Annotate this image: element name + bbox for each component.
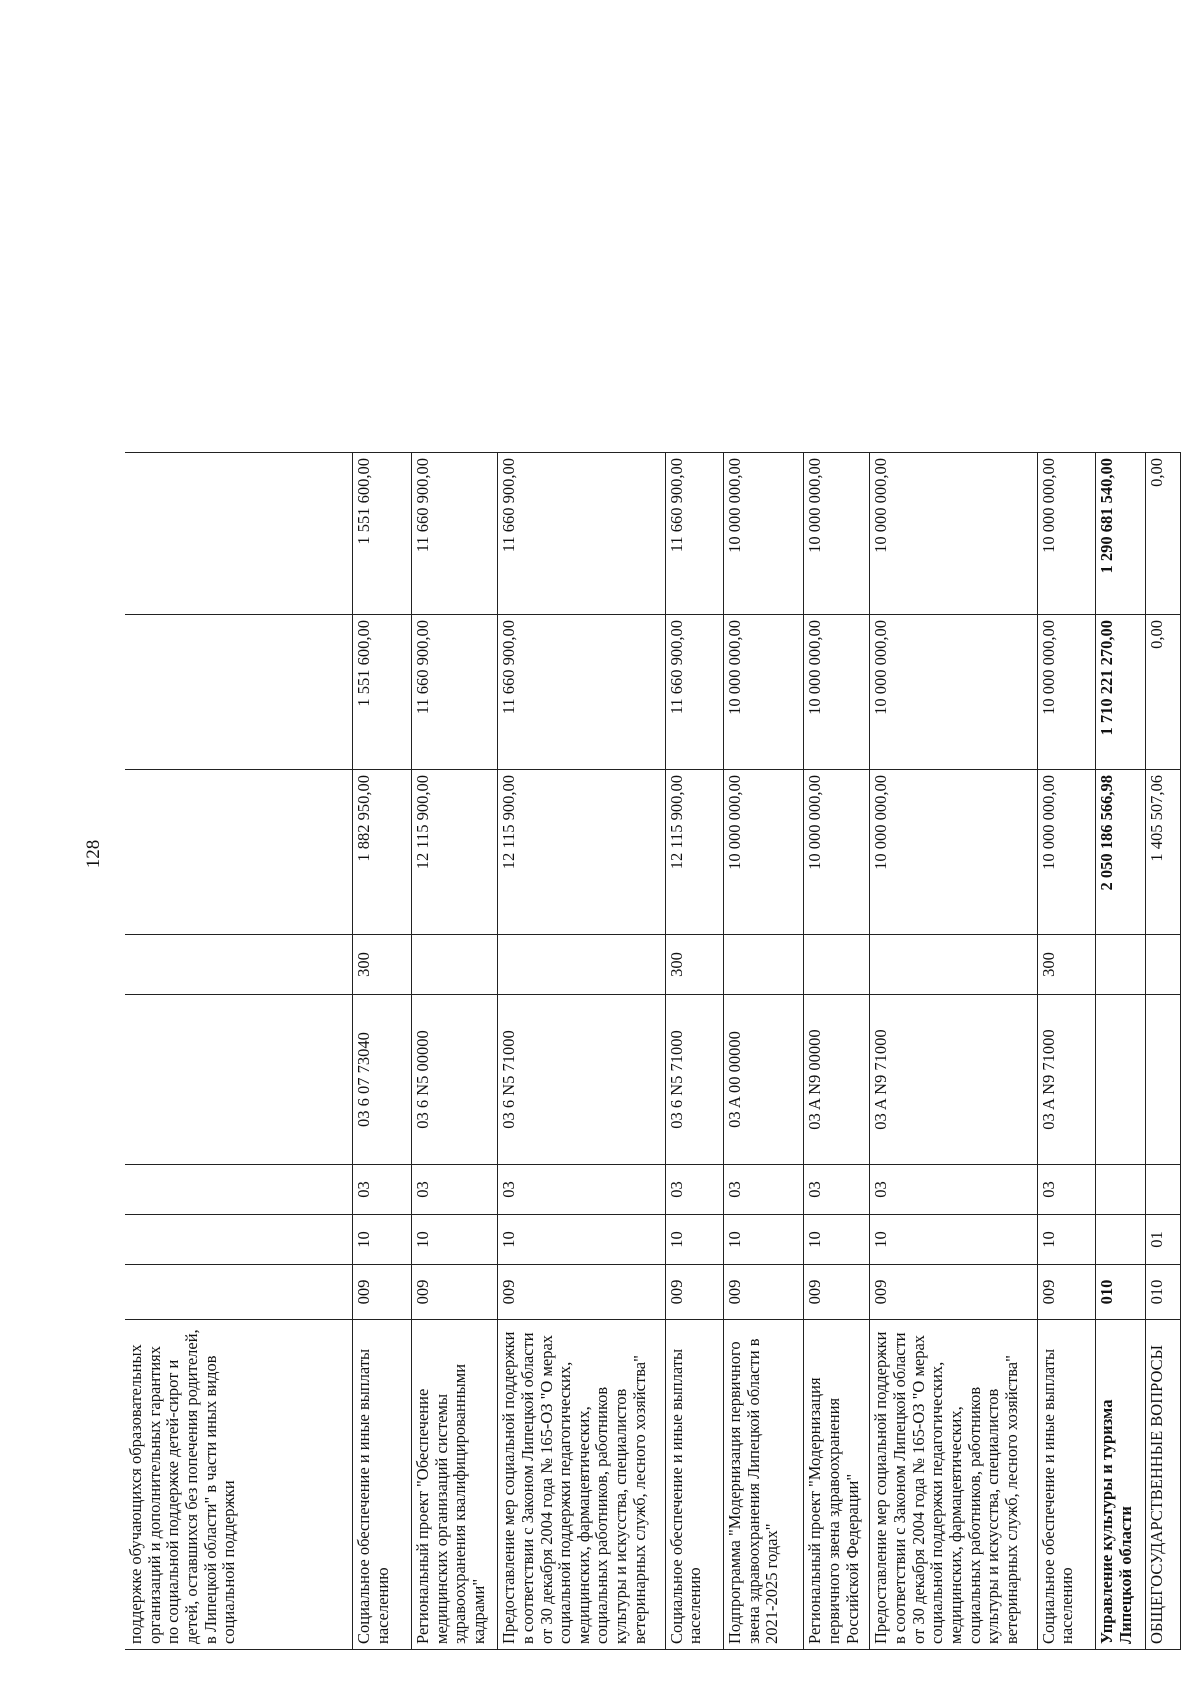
amount-year-1-cell: 12 115 900,00 xyxy=(411,770,497,935)
expense-type-cell xyxy=(1146,935,1181,995)
admin-code-cell: 009 xyxy=(724,1265,804,1320)
amount-year-1-cell: 10 000 000,00 xyxy=(724,770,804,935)
row-name-cell: Социальное обеспечение и иные выплаты населению xyxy=(1037,1320,1096,1650)
admin-code-cell: 009 xyxy=(498,1265,665,1320)
amount-year-2-cell: 1 551 600,00 xyxy=(353,615,412,770)
amount-year-2-cell: 10 000 000,00 xyxy=(804,615,870,770)
row-name-cell: ОБЩЕГОСУДАРСТВЕННЫЕ ВОПРОСЫ xyxy=(1146,1320,1181,1650)
amount-year-2-cell: 11 660 900,00 xyxy=(665,615,724,770)
expense-type-cell: 300 xyxy=(1037,935,1096,995)
section-code-cell: 10 xyxy=(724,1215,804,1265)
target-article-cell xyxy=(1096,995,1146,1165)
amount-year-1-cell: 1 405 507,06 xyxy=(1146,770,1181,935)
section-code-cell: 10 xyxy=(1037,1215,1096,1265)
table-row xyxy=(870,453,1037,1650)
amount-year-3-cell: 10 000 000,00 xyxy=(1037,453,1096,615)
admin-code-cell: 009 xyxy=(665,1265,724,1320)
subsection-code-cell xyxy=(125,1165,353,1215)
amount-year-2-cell: 10 000 000,00 xyxy=(1037,615,1096,770)
row-name-cell: Региональный проект "Модернизация первичного звена здравоохранения Российской Федерации" xyxy=(804,1320,870,1650)
amount-year-2-cell xyxy=(125,615,353,770)
admin-code-cell: 009 xyxy=(353,1265,412,1320)
admin-code-cell: 010 xyxy=(1146,1265,1181,1320)
table-row xyxy=(125,453,353,1650)
admin-code-cell: 009 xyxy=(411,1265,497,1320)
table-row xyxy=(724,453,804,1650)
subsection-code-cell: 03 xyxy=(411,1165,497,1215)
subsection-code-cell: 03 xyxy=(498,1165,665,1215)
amount-year-2-cell: 11 660 900,00 xyxy=(498,615,665,770)
amount-year-1-cell: 12 115 900,00 xyxy=(498,770,665,935)
amount-year-2-cell: 0,00 xyxy=(1146,615,1181,770)
table-row xyxy=(1146,453,1181,1650)
amount-year-1-cell: 10 000 000,00 xyxy=(804,770,870,935)
amount-year-3-cell: 10 000 000,00 xyxy=(870,453,1037,615)
admin-code-cell: 010 xyxy=(1096,1265,1146,1320)
row-name-cell: Предоставление мер социальной поддержки в соответствии с Законом Липецкой области от 30 декабря 2004 года № 165-ОЗ "О мерах социальной поддержки педагогических, медицинских, фармацевтических, социальных работников, работников культуры и искусства, специалистов ветеринарных служб, лесного хозяйства" xyxy=(498,1320,665,1650)
expense-type-cell: 300 xyxy=(353,935,412,995)
row-name-cell: Подпрограмма "Модернизация первичного звена здравоохранения Липецкой области в 2021-2025 годах" xyxy=(724,1320,804,1650)
subsection-code-cell: 03 xyxy=(724,1165,804,1215)
subsection-code-cell: 03 xyxy=(870,1165,1037,1215)
target-article-cell: 03 6 07 73040 xyxy=(353,995,412,1165)
row-name-cell: Предоставление мер социальной поддержки в соответствии с Законом Липецкой области от 30 декабря 2004 года № 165-ОЗ "О мерах социальной поддержки педагогических, медицинских, фармацевтических, социальных работников, работников культуры и искусства, специалистов ветеринарных служб, лесного хозяйства" xyxy=(870,1320,1037,1650)
target-article-cell xyxy=(125,995,353,1165)
amount-year-3-cell: 10 000 000,00 xyxy=(724,453,804,615)
table-row xyxy=(411,453,497,1650)
amount-year-3-cell: 11 660 900,00 xyxy=(498,453,665,615)
amount-year-2-cell: 10 000 000,00 xyxy=(724,615,804,770)
section-code-cell: 10 xyxy=(411,1215,497,1265)
section-code-cell: 10 xyxy=(353,1215,412,1265)
expense-type-cell xyxy=(125,935,353,995)
admin-code-cell: 009 xyxy=(870,1265,1037,1320)
row-name-cell: поддержке обучающихся образовательных организаций и дополнительных гарантиях по социальной поддержке детей-сирот и детей, оставшихся без попечения родителей, в Липецкой области" в части иных видов социальной поддержки xyxy=(125,1320,353,1650)
expense-type-cell xyxy=(1096,935,1146,995)
section-code-cell: 10 xyxy=(804,1215,870,1265)
target-article-cell: 03 6 N5 00000 xyxy=(411,995,497,1165)
admin-code-cell: 009 xyxy=(1037,1265,1096,1320)
amount-year-2-cell: 11 660 900,00 xyxy=(411,615,497,770)
amount-year-3-cell: 0,00 xyxy=(1146,453,1181,615)
target-article-cell: 03 A N9 71000 xyxy=(1037,995,1096,1165)
table-row xyxy=(498,453,665,1650)
amount-year-1-cell: 2 050 186 566,98 xyxy=(1096,770,1146,935)
admin-code-cell: 009 xyxy=(804,1265,870,1320)
target-article-cell: 03 A N9 71000 xyxy=(870,995,1037,1165)
expense-type-cell xyxy=(411,935,497,995)
admin-code-cell xyxy=(125,1265,353,1320)
amount-year-2-cell: 10 000 000,00 xyxy=(870,615,1037,770)
expense-type-cell: 300 xyxy=(665,935,724,995)
section-code-cell: 10 xyxy=(870,1215,1037,1265)
subsection-code-cell: 03 xyxy=(353,1165,412,1215)
target-article-cell: 03 6 N5 71000 xyxy=(665,995,724,1165)
subsection-code-cell: 03 xyxy=(1037,1165,1096,1215)
amount-year-3-cell: 10 000 000,00 xyxy=(804,453,870,615)
section-code-cell: 10 xyxy=(498,1215,665,1265)
row-name-cell: Управление культуры и туризма Липецкой области xyxy=(1096,1320,1146,1650)
amount-year-3-cell: 11 660 900,00 xyxy=(665,453,724,615)
section-code-cell: 01 xyxy=(1146,1215,1181,1265)
table-row xyxy=(804,453,870,1650)
table-row xyxy=(1096,453,1146,1650)
amount-year-3-cell xyxy=(125,453,353,615)
subsection-code-cell xyxy=(1096,1165,1146,1215)
amount-year-3-cell: 1 290 681 540,00 xyxy=(1096,453,1146,615)
row-name-cell: Социальное обеспечение и иные выплаты населению xyxy=(353,1320,412,1650)
target-article-cell: 03 A 00 00000 xyxy=(724,995,804,1165)
subsection-code-cell: 03 xyxy=(665,1165,724,1215)
amount-year-2-cell: 1 710 221 270,00 xyxy=(1096,615,1146,770)
subsection-code-cell: 03 xyxy=(804,1165,870,1215)
budget-table xyxy=(125,452,1181,1650)
table-body xyxy=(125,453,1181,1650)
table-row xyxy=(353,453,412,1650)
row-name-cell: Региональный проект "Обеспечение медицинских организаций системы здравоохранения квалифицированными кадрами" xyxy=(411,1320,497,1650)
target-article-cell: 03 A N9 00000 xyxy=(804,995,870,1165)
section-code-cell xyxy=(1096,1215,1146,1265)
amount-year-1-cell: 1 882 950,00 xyxy=(353,770,412,935)
expense-type-cell xyxy=(724,935,804,995)
rotated-sheet xyxy=(125,453,1181,1650)
amount-year-1-cell: 10 000 000,00 xyxy=(1037,770,1096,935)
amount-year-1-cell: 10 000 000,00 xyxy=(870,770,1037,935)
section-code-cell xyxy=(125,1215,353,1265)
table-row xyxy=(1037,453,1096,1650)
amount-year-3-cell: 1 551 600,00 xyxy=(353,453,412,615)
target-article-cell xyxy=(1146,995,1181,1165)
page-number: 128 xyxy=(83,839,104,869)
amount-year-1-cell: 12 115 900,00 xyxy=(665,770,724,935)
expense-type-cell xyxy=(804,935,870,995)
row-name-cell: Социальное обеспечение и иные выплаты населению xyxy=(665,1320,724,1650)
amount-year-3-cell: 11 660 900,00 xyxy=(411,453,497,615)
section-code-cell: 10 xyxy=(665,1215,724,1265)
amount-year-1-cell xyxy=(125,770,353,935)
target-article-cell: 03 6 N5 71000 xyxy=(498,995,665,1165)
expense-type-cell xyxy=(870,935,1037,995)
subsection-code-cell xyxy=(1146,1165,1181,1215)
expense-type-cell xyxy=(498,935,665,995)
table-row xyxy=(665,453,724,1650)
